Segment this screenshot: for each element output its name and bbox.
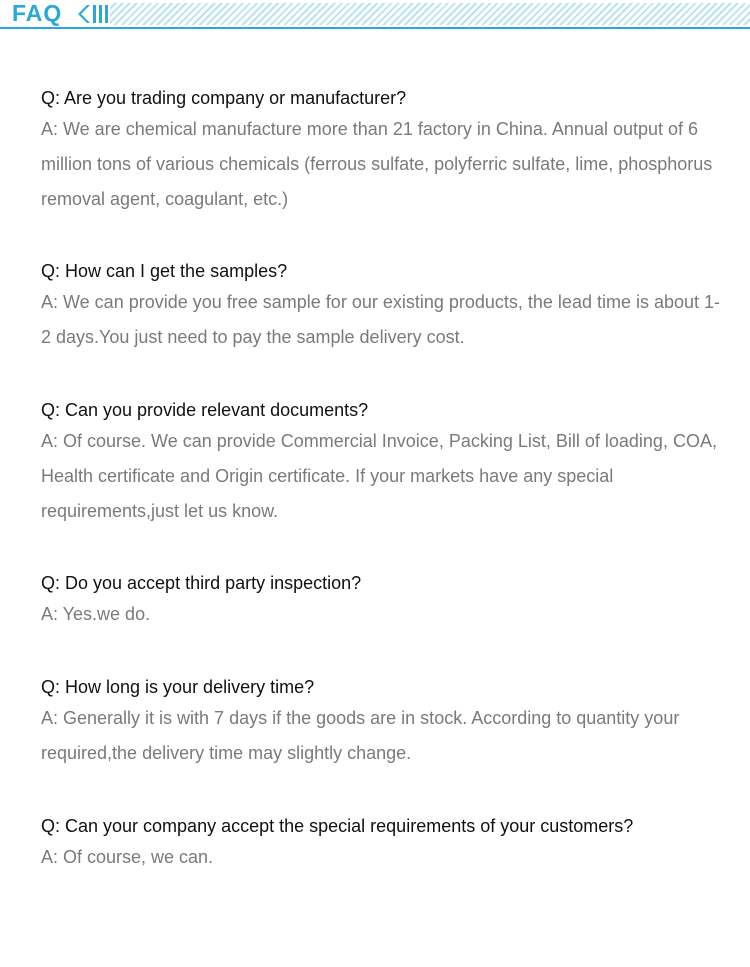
faq-item <box>41 676 721 771</box>
faq-answer: A: Yes.we do. <box>41 604 151 624</box>
faq-question: Q: Can you provide relevant documents? <box>41 400 369 420</box>
faq-item <box>41 399 721 529</box>
faq-answer: A: Of course, we can. <box>41 847 214 867</box>
faq-answer: A: We are chemical manufacture more than 21 factory in China. Annual output of 6 million tons of various chemicals (ferrous sulfate, polyferric sulfate, lime, phosphorus removal agent, coagulant, etc.) <box>41 119 713 209</box>
header-divider <box>0 27 750 29</box>
faq-title: FAQ <box>12 0 63 26</box>
faq-question: Q: How long is your delivery time? <box>41 677 315 697</box>
chevron-bars-icon <box>76 3 110 25</box>
faq-answer: A: Generally it is with 7 days if the goods are in stock. According to quantity your required,the delivery time may slightly change. <box>41 708 680 763</box>
faq-answer: A: Of course. We can provide Commercial Invoice, Packing List, Bill of loading, COA, Health certificate and Origin certificate. If your markets have any special requirements,just let us know. <box>41 431 717 521</box>
faq-item <box>41 260 721 355</box>
faq-item <box>41 815 721 875</box>
faq-question: Q: Can your company accept the special requirements of your customers? <box>41 816 634 836</box>
faq-question: Q: Do you accept third party inspection? <box>41 573 362 593</box>
faq-header <box>0 0 750 30</box>
faq-item <box>41 87 721 217</box>
decorative-stripe-band <box>110 3 750 25</box>
faq-item <box>41 572 721 632</box>
faq-question: Q: How can I get the samples? <box>41 261 288 281</box>
faq-answer: A: We can provide you free sample for our existing products, the lead time is about 1-2 days.You just need to pay the sample delivery cost. <box>41 292 721 347</box>
faq-question: Q: Are you trading company or manufacturer? <box>41 88 407 108</box>
